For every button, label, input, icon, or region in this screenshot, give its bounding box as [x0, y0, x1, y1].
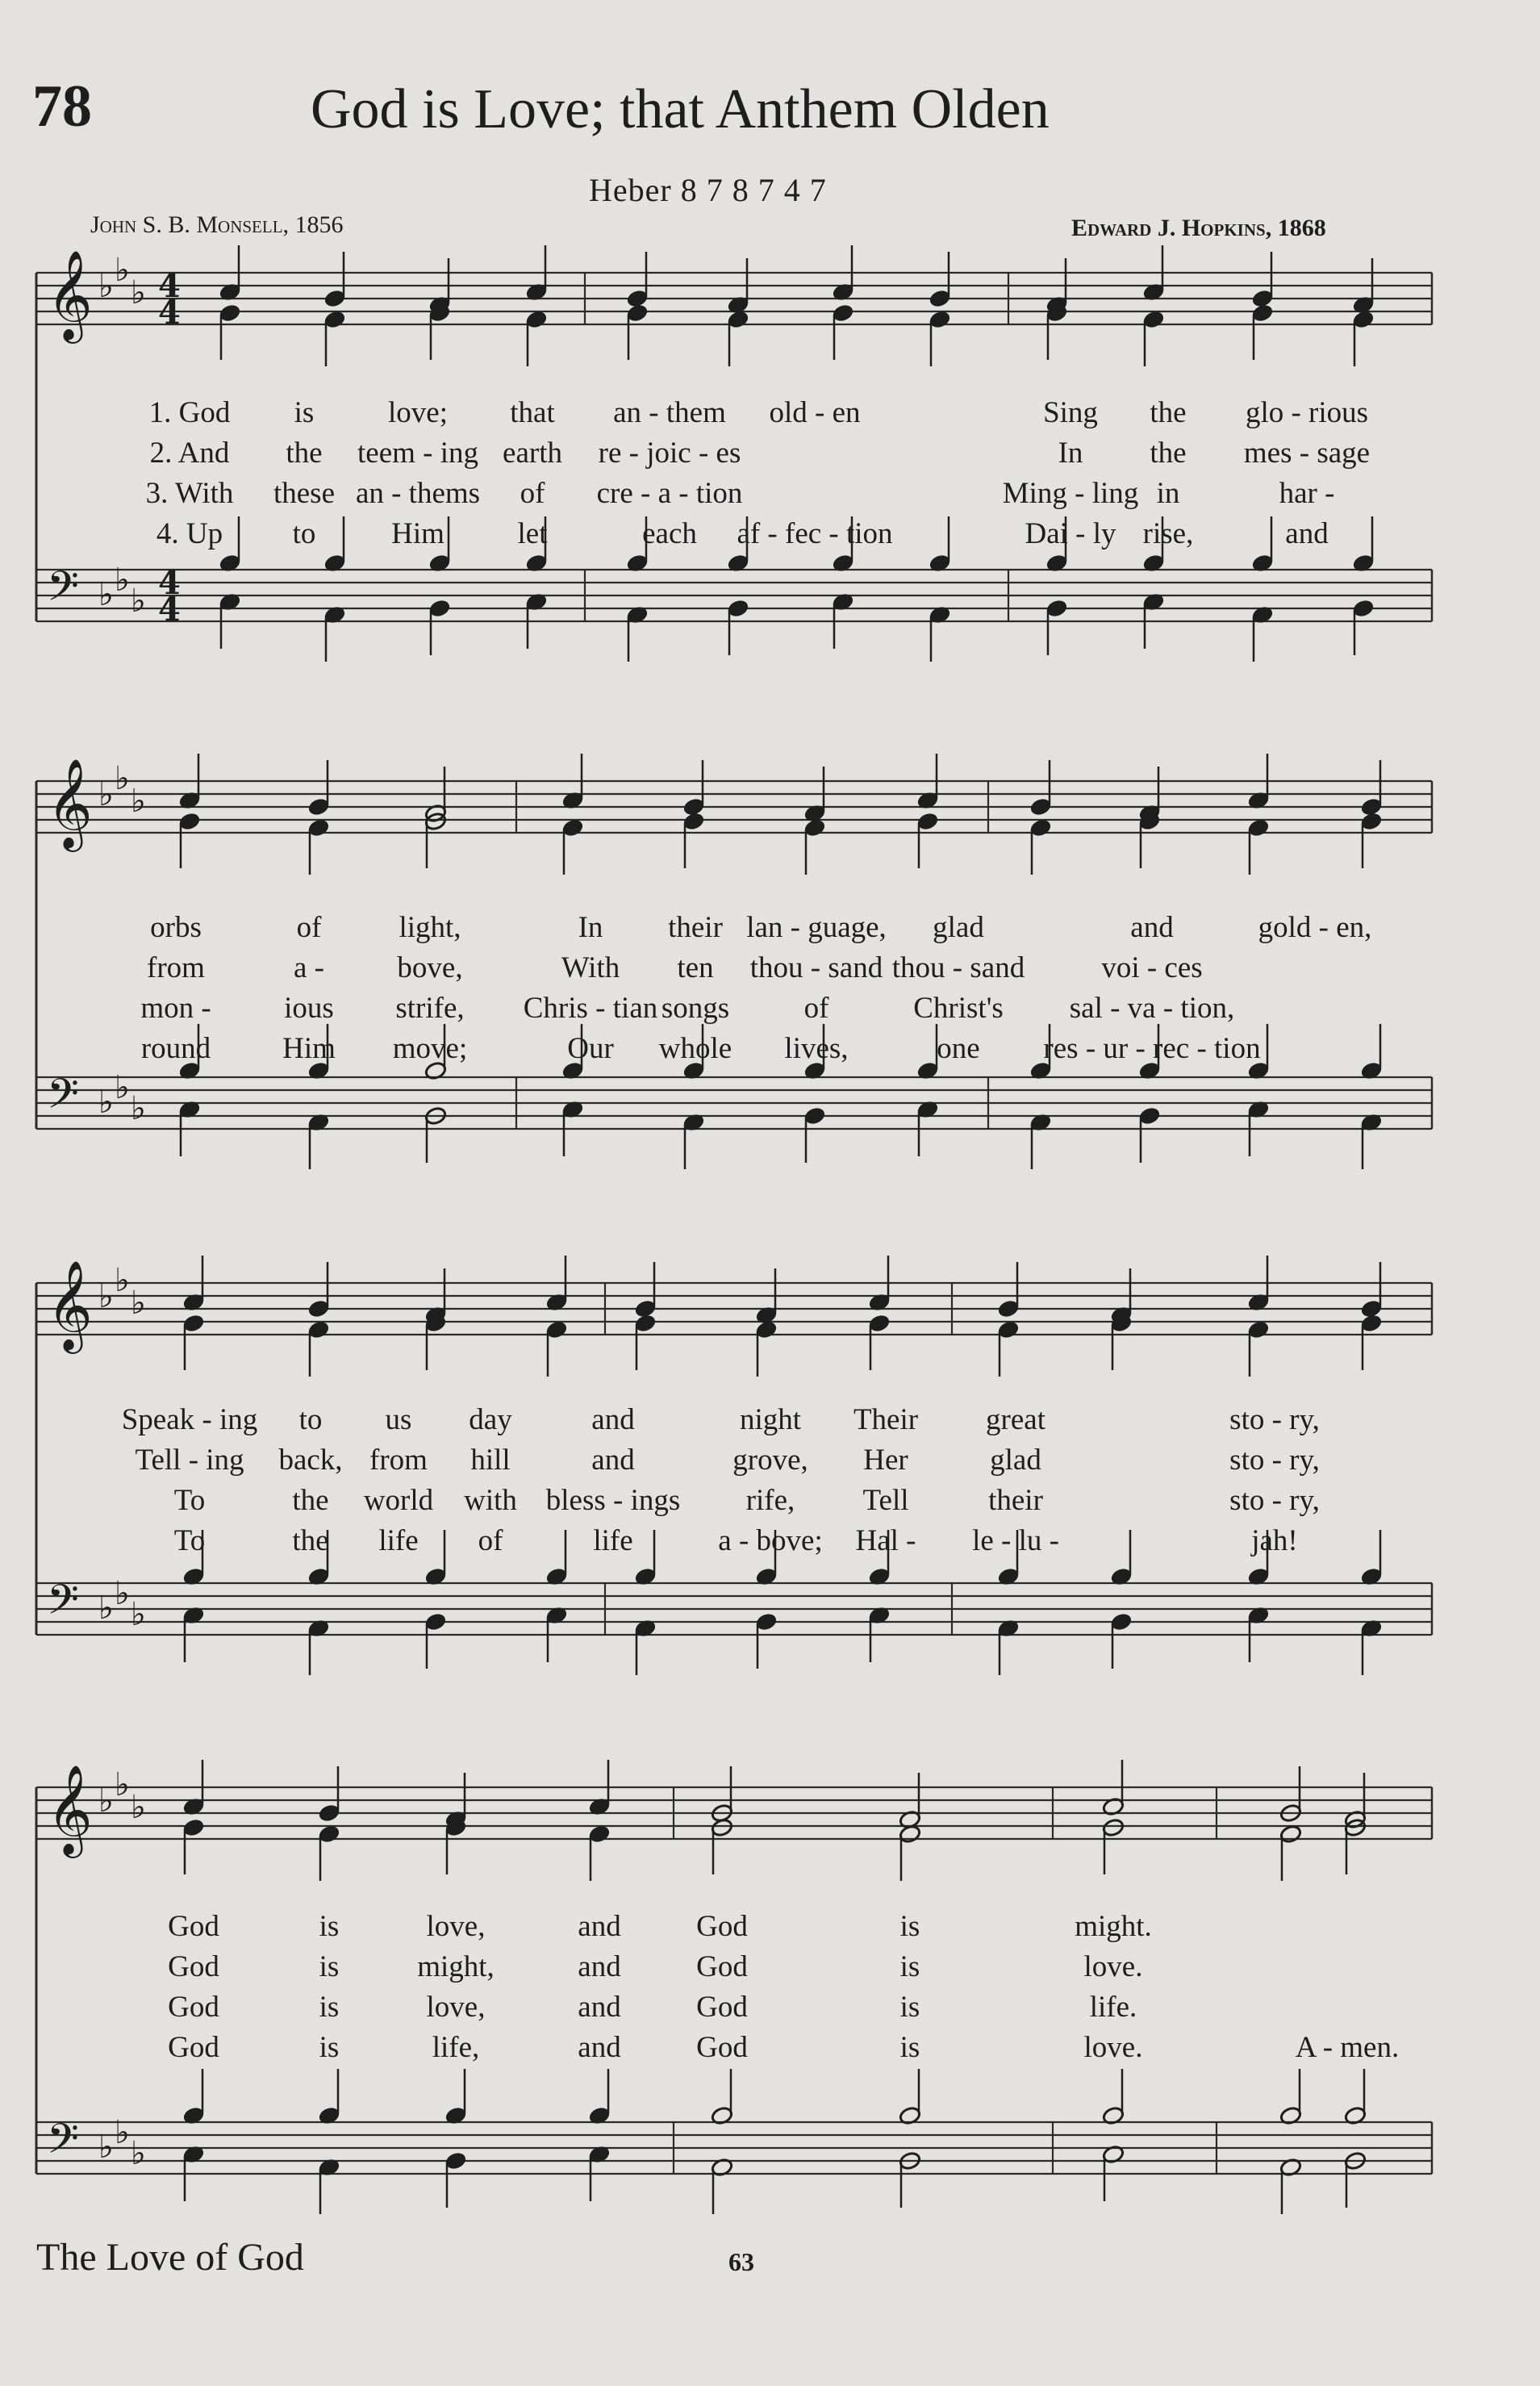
flat-sign: ♭ — [131, 274, 146, 311]
lyric-syllable: let — [517, 517, 548, 550]
lyric-syllable: is — [319, 1950, 340, 1983]
lyric-syllable: love. — [1083, 2031, 1143, 2064]
lyric-syllable: night — [739, 1403, 802, 1436]
flat-sign: ♭ — [115, 562, 130, 599]
lyric-syllable: Dai - ly — [1025, 517, 1116, 550]
lyric-syllable: of — [520, 477, 545, 510]
lyric-syllable: of — [296, 911, 322, 944]
lyric-syllable: might. — [1075, 1910, 1152, 1943]
lyric-syllable: an - them — [613, 396, 726, 429]
lyric-syllable: is — [319, 1910, 340, 1943]
lyric-syllable: cre - a - tion — [596, 477, 743, 510]
lyric-syllable: to — [292, 517, 316, 550]
treble-clef-icon: 𝄞 — [47, 1260, 93, 1350]
lyric-syllable: these — [273, 477, 336, 510]
lyric-syllable: re - joic - es — [598, 437, 741, 470]
lyric-syllable: life — [593, 1524, 633, 1557]
bass-clef-icon: 𝄢 — [47, 1575, 79, 1634]
lyric-syllable: res - ur - rec - tion — [1043, 1032, 1261, 1065]
lyric-syllable: day — [469, 1403, 512, 1436]
lyric-syllable: and — [578, 1910, 621, 1943]
flat-sign: ♭ — [115, 760, 130, 797]
lyric-syllable: rise, — [1142, 517, 1194, 550]
lyric-syllable: Her — [863, 1444, 908, 1477]
lyric-syllable: sto - ry, — [1229, 1403, 1320, 1436]
flat-sign: ♭ — [98, 1782, 114, 1820]
lyric-syllable: har - — [1279, 477, 1335, 510]
lyric-syllable: jah! — [1251, 1524, 1298, 1557]
lyric-syllable: life — [378, 1524, 419, 1557]
lyric-syllable: is — [899, 2031, 920, 2064]
hymn-title: God is Love; that Anthem Olden — [311, 78, 1050, 140]
lyric-syllable: Him — [391, 517, 444, 550]
lyric-syllable: 3. With — [145, 477, 234, 510]
flat-sign: ♭ — [115, 1766, 130, 1803]
lyric-syllable: is — [319, 1991, 340, 2024]
lyric-syllable: 2. And — [149, 437, 230, 470]
lyric-syllable: and — [1130, 911, 1174, 944]
flat-sign: ♭ — [131, 583, 146, 620]
lyric-syllable: A - men. — [1295, 2031, 1400, 2064]
bass-clef-icon: 𝄢 — [47, 562, 79, 621]
lyric-syllable: God — [696, 2031, 748, 2064]
lyric-syllable: of — [478, 1524, 503, 1557]
lyric-syllable: earth — [503, 437, 562, 470]
composer-credit: Edward J. Hopkins, 1868 — [1071, 215, 1326, 241]
lyric-syllable: in — [1156, 477, 1180, 510]
flat-sign: ♭ — [98, 776, 114, 813]
lyric-syllable: love, — [426, 1991, 486, 2024]
section-title: The Love of God — [36, 2236, 304, 2279]
lyric-syllable: us — [385, 1403, 412, 1436]
lyric-syllable: glo - rious — [1245, 396, 1369, 429]
lyric-syllable: grove, — [732, 1444, 808, 1477]
lyric-syllable: back, — [278, 1444, 343, 1477]
tune-name: Heber 8 7 8 7 4 7 — [589, 172, 827, 208]
lyric-syllable: In — [578, 911, 603, 944]
lyric-syllable: God — [168, 1910, 219, 1943]
lyric-syllable: sto - ry, — [1229, 1444, 1320, 1477]
lyric-syllable: strife, — [395, 992, 465, 1025]
lyric-syllable: with — [464, 1484, 517, 1517]
lyric-syllable: great — [986, 1403, 1045, 1436]
lyric-syllable: from — [147, 951, 205, 984]
lyric-syllable: the — [286, 437, 323, 470]
lyric-syllable: life. — [1089, 1991, 1137, 2024]
lyric-syllable: glad — [990, 1444, 1041, 1477]
lyric-syllable: move; — [392, 1032, 468, 1065]
lyric-syllable: the — [1150, 396, 1187, 429]
lyric-syllable: lan - guage, — [746, 911, 887, 944]
lyric-syllable: is — [899, 1991, 920, 2024]
lyric-syllable: To — [173, 1524, 206, 1557]
flat-sign: ♭ — [131, 1090, 146, 1127]
lyric-syllable: ious — [284, 992, 334, 1025]
time-signature: 4 — [158, 294, 181, 332]
lyric-syllable: the — [292, 1524, 329, 1557]
lyric-syllable: their — [988, 1484, 1043, 1517]
lyric-syllable: Their — [853, 1403, 919, 1436]
lyric-syllable: God — [696, 1950, 748, 1983]
lyric-syllable: round — [140, 1032, 211, 1065]
lyric-syllable: each — [642, 517, 697, 550]
lyric-syllable: Christ's — [913, 992, 1004, 1025]
lyric-syllable: teem - ing — [357, 437, 479, 470]
lyric-syllable: one — [937, 1032, 980, 1065]
lyric-syllable: from — [369, 1444, 428, 1477]
author-credit: John S. B. Monsell, 1856 — [90, 211, 344, 238]
lyric-syllable: Speak - ing — [121, 1403, 258, 1436]
lyric-syllable: 1. God — [148, 396, 231, 429]
lyric-syllable: glad — [933, 911, 984, 944]
lyric-syllable: Chris - tian — [523, 992, 658, 1025]
lyric-syllable: mon - — [140, 992, 211, 1025]
lyric-syllable: life, — [432, 2031, 480, 2064]
lyric-syllable: Him — [282, 1032, 336, 1065]
flat-sign: ♭ — [115, 2114, 130, 2151]
flat-sign: ♭ — [98, 268, 114, 305]
lyric-syllable: rife, — [745, 1484, 795, 1517]
lyric-syllable: af - fec - tion — [737, 517, 893, 550]
lyric-syllable: 4. Up — [156, 517, 223, 550]
lyric-syllable: is — [294, 396, 315, 429]
lyric-syllable: might, — [417, 1950, 495, 1983]
lyric-syllable: thou - sand — [891, 951, 1025, 984]
lyric-syllable: and — [1285, 517, 1329, 550]
lyric-syllable: God — [168, 1950, 219, 1983]
flat-sign: ♭ — [131, 2135, 146, 2172]
lyric-syllable: love, — [426, 1910, 486, 1943]
lyric-syllable: With — [561, 951, 620, 984]
lyric-syllable: le - lu - — [972, 1524, 1059, 1557]
lyric-syllable: ten — [677, 951, 714, 984]
lyric-syllable: the — [1150, 437, 1187, 470]
lyric-syllable: To — [173, 1484, 206, 1517]
lyric-syllable: songs — [661, 992, 730, 1025]
flat-sign: ♭ — [98, 1278, 114, 1315]
lyric-syllable: is — [899, 1950, 920, 1983]
flat-sign: ♭ — [98, 1084, 114, 1121]
lyric-syllable: to — [298, 1403, 323, 1436]
hymn-number: 78 — [32, 73, 92, 140]
time-signature: 4 — [158, 591, 181, 629]
flat-sign: ♭ — [131, 783, 146, 820]
lyric-syllable: their — [668, 911, 723, 944]
time-signature: 4 — [158, 564, 181, 602]
flat-sign: ♭ — [115, 1069, 130, 1106]
flat-sign: ♭ — [98, 576, 114, 613]
lyric-syllable: whole — [658, 1032, 732, 1065]
lyric-syllable: God — [168, 2031, 219, 2064]
flat-sign: ♭ — [98, 1590, 114, 1627]
lyric-syllable: and — [578, 2031, 621, 2064]
bass-clef-icon: 𝄢 — [47, 2114, 79, 2173]
lyric-syllable: God — [696, 1991, 748, 2024]
lyric-syllable: love; — [388, 396, 448, 429]
lyric-syllable: old - en — [769, 396, 861, 429]
lyric-syllable: sal - va - tion, — [1069, 992, 1235, 1025]
lyric-syllable: In — [1058, 437, 1083, 470]
lyric-syllable: is — [319, 2031, 340, 2064]
lyric-syllable: and — [578, 1991, 621, 2024]
flat-sign: ♭ — [131, 1596, 146, 1633]
lyric-syllable: God — [696, 1910, 748, 1943]
lyric-syllable: Tell - ing — [135, 1444, 244, 1477]
treble-clef-icon: 𝄞 — [47, 1764, 93, 1854]
flat-sign: ♭ — [131, 1789, 146, 1826]
lyric-syllable: lives, — [784, 1032, 849, 1065]
flat-sign: ♭ — [131, 1285, 146, 1322]
lyric-syllable: a - bove; — [718, 1524, 823, 1557]
lyric-syllable: world — [363, 1484, 434, 1517]
lyric-syllable: orbs — [150, 911, 202, 944]
flat-sign: ♭ — [115, 1262, 130, 1299]
lyric-syllable: gold - en, — [1258, 911, 1372, 944]
lyric-syllable: bove, — [397, 951, 463, 984]
time-signature: 4 — [158, 267, 181, 305]
lyric-syllable: of — [803, 992, 829, 1025]
lyric-syllable: Sing — [1043, 396, 1098, 429]
lyric-syllable: Hal - — [855, 1524, 916, 1557]
lyric-syllable: is — [899, 1910, 920, 1943]
lyric-syllable: thou - sand — [749, 951, 883, 984]
lyric-syllable: Our — [567, 1032, 614, 1065]
lyric-syllable: love. — [1083, 1950, 1143, 1983]
lyric-syllable: bless - ings — [545, 1484, 681, 1517]
treble-clef-icon: 𝄞 — [47, 249, 93, 340]
treble-clef-icon: 𝄞 — [47, 758, 93, 848]
page-number: 63 — [728, 2247, 754, 2276]
bass-clef-icon: 𝄢 — [47, 1069, 79, 1128]
lyric-syllable: mes - sage — [1243, 437, 1371, 470]
lyric-syllable: and — [578, 1950, 621, 1983]
lyric-syllable: sto - ry, — [1229, 1484, 1320, 1517]
lyric-syllable: and — [591, 1444, 635, 1477]
lyric-syllable: that — [510, 396, 555, 429]
lyric-syllable: and — [591, 1403, 635, 1436]
lyric-syllable: a - — [294, 951, 324, 984]
lyric-syllable: Tell — [862, 1484, 909, 1517]
flat-sign: ♭ — [115, 252, 130, 289]
lyric-syllable: God — [168, 1991, 219, 2024]
lyric-syllable: hill — [470, 1444, 511, 1477]
flat-sign: ♭ — [115, 1575, 130, 1612]
lyric-syllable: an - thems — [355, 477, 481, 510]
lyric-syllable: Ming - ling — [1002, 477, 1139, 510]
lyric-syllable: light, — [399, 911, 461, 944]
lyric-syllable: the — [292, 1484, 329, 1517]
lyric-syllable: voi - ces — [1101, 951, 1203, 984]
flat-sign: ♭ — [98, 2129, 114, 2166]
